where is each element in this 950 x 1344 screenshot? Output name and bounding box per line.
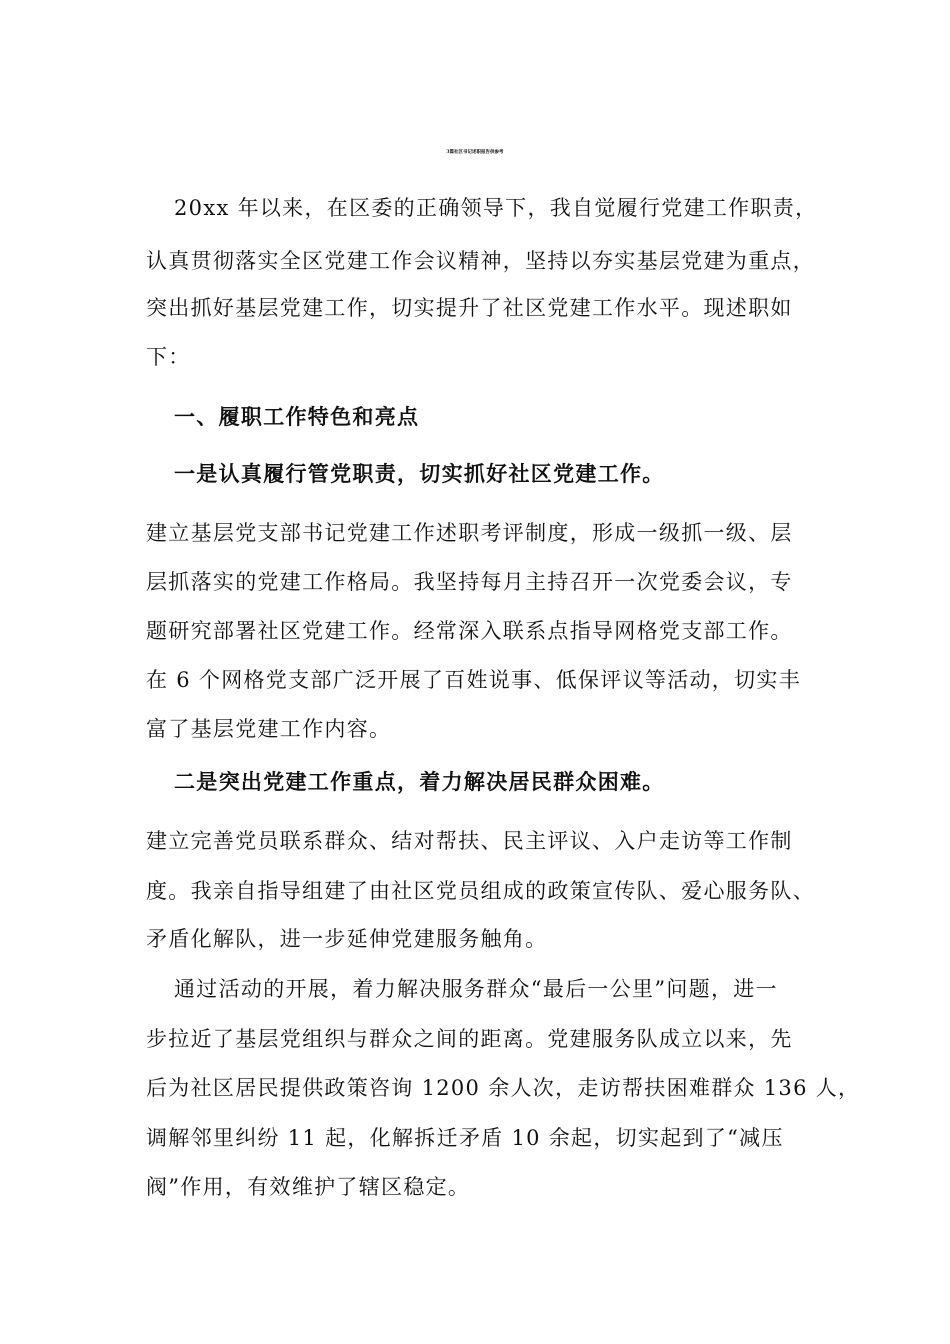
intro-line: 认真贯彻落实全区党建工作会议精神，坚持以夯实基层党建为重点， <box>146 249 815 273</box>
section-heading: 一、履职工作特色和亮点 <box>174 404 420 429</box>
body-line: 度。我亲自指导组建了由社区党员组成的政策宣传队、爱心服务队、 <box>146 879 815 903</box>
body-line: 调解邻里纠纷 11 起，化解拆迁矛盾 10 余起，切实起到了“减压 <box>146 1126 784 1150</box>
intro-line: 突出抓好基层党建工作，切实提升了社区党建工作水平。现述职如 <box>146 296 793 320</box>
body-line: 题研究部署社区党建工作。经常深入联系点指导网格党支部工作。 <box>146 619 793 643</box>
body-line: 建立完善党员联系群众、结对帮扶、民主评议、入户走访等工作制 <box>146 829 793 853</box>
body-line: 步拉近了基层党组织与群众之间的距离。党建服务队成立以来，先 <box>146 1027 793 1051</box>
intro-line: 下： <box>146 345 191 369</box>
body-line: 富了基层党建工作内容。 <box>146 717 392 741</box>
body-line: 在 6 个网格党支部广泛开展了百姓说事、低保评议等活动，切实丰 <box>146 668 802 692</box>
point-heading: 一是认真履行管党职责，切实抓好社区党建工作。 <box>174 461 665 486</box>
body-line: 阀”作用，有效维护了辖区稳定。 <box>146 1175 471 1199</box>
body-line: 矛盾化解队，进一步延伸党建服务触角。 <box>146 927 548 951</box>
body-line: 建立基层党支部书记党建工作述职考评制度，形成一级抓一级、层 <box>146 521 793 545</box>
body-line: 后为社区居民提供政策咨询 1200 余人次，走访帮扶困难群众 136 人， <box>146 1076 861 1100</box>
document-title: 3篇社区书记述职报告供参考 <box>446 150 504 155</box>
point-heading: 二是突出党建工作重点，着力解决居民群众困难。 <box>174 769 665 794</box>
intro-line: 20xx 年以来，在区委的正确领导下，我自觉履行党建工作职责， <box>174 196 818 220</box>
body-line: 通过活动的开展，着力解决服务群众“最后一公里”问题，进一 <box>174 977 778 1001</box>
body-line: 层抓落实的党建工作格局。我坚持每月主持召开一次党委会议，专 <box>146 570 793 594</box>
